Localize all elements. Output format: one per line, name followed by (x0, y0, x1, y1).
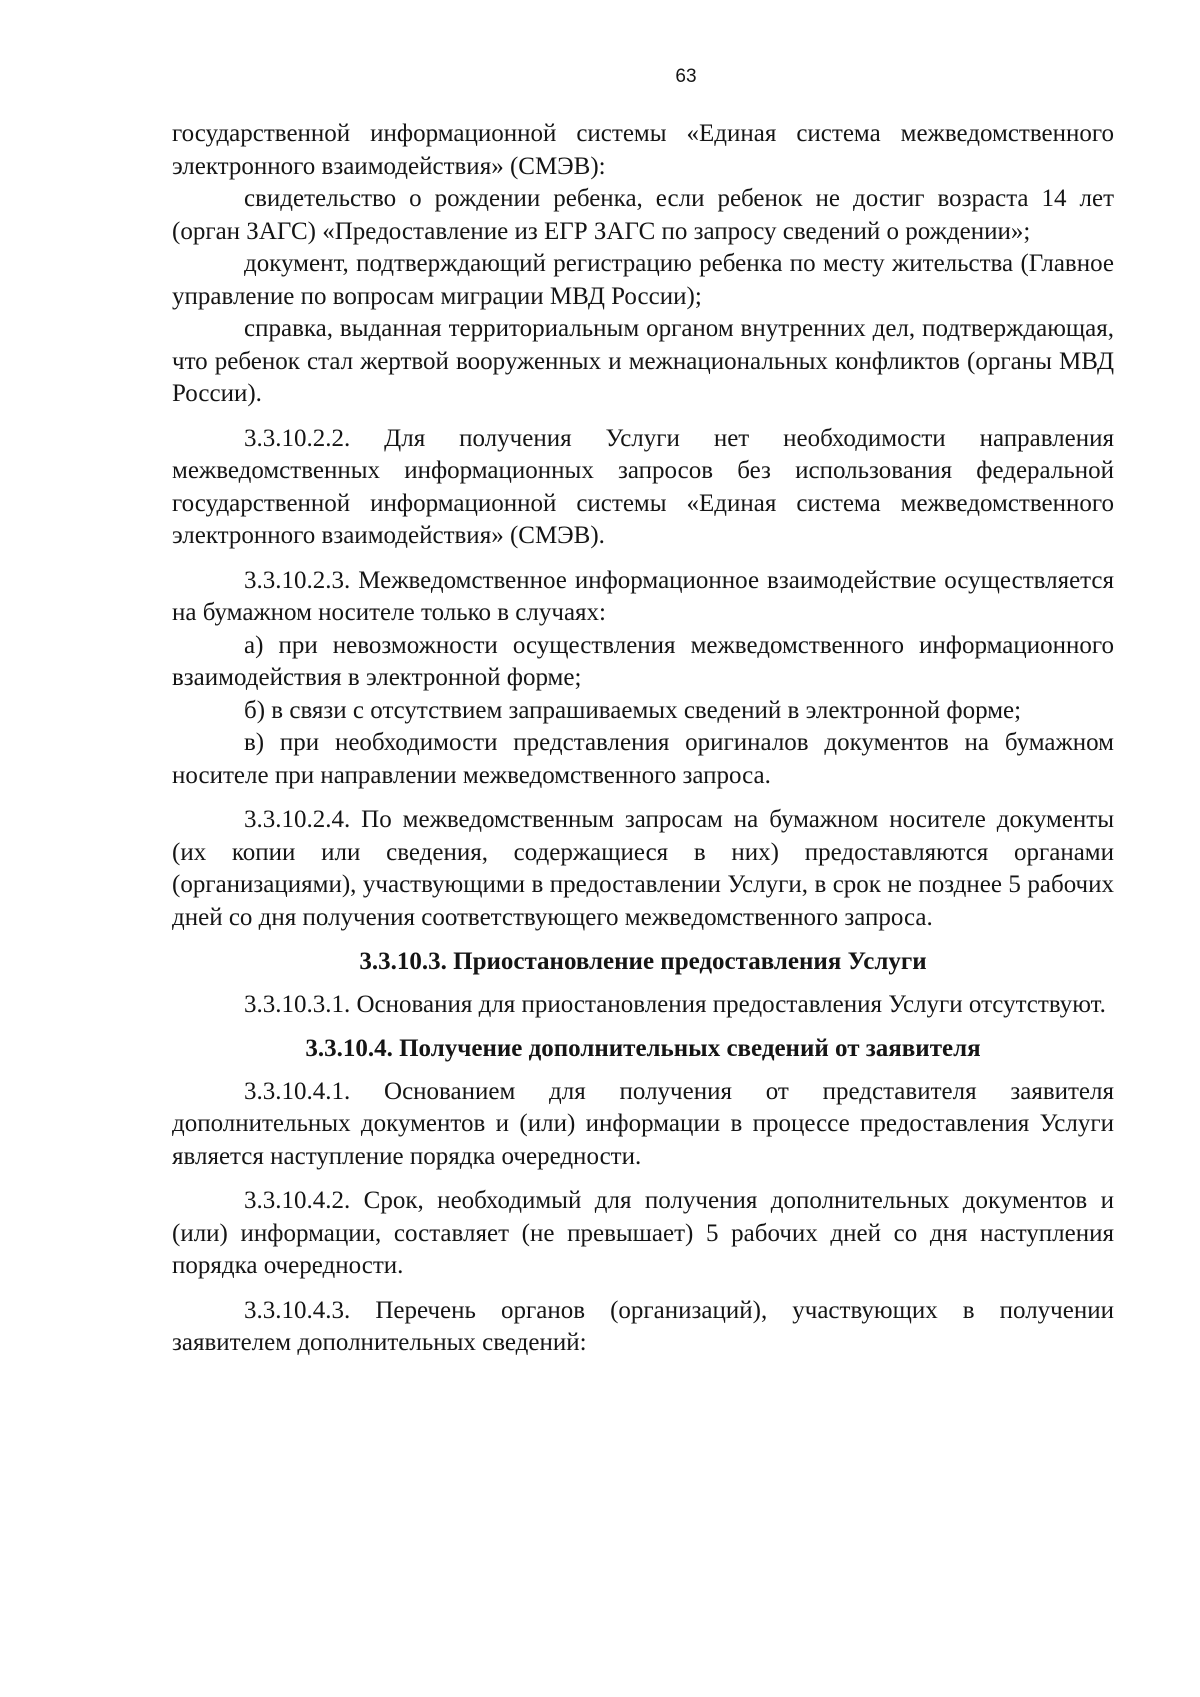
paragraph-3-3-10-4-1: 3.3.10.4.1. Основанием для получения от представителя заявителя дополнительных документов и (или) информации в процессе предоставления Услуги является наступление порядка очередности. (172, 1077, 1114, 1170)
paragraph-registration-document: документ, подтверждающий регистрацию ребенка по месту жительства (Главное управление по вопросам миграции МВД России); (172, 250, 1114, 310)
paragraph-3-3-10-3-1: 3.3.10.3.1. Основания для приостановления предоставления Услуги отсутствуют. (244, 990, 1106, 1018)
page-number: 63 (675, 66, 697, 87)
paragraph-3-3-10-2-2: 3.3.10.2.2. Для получения Услуги нет необходимости направления межведомственных информационных запросов без использования федеральной государственной информационной системы «Единая система межведомственного электронного взаимодействия» (СМЭВ). (172, 424, 1114, 549)
paragraph-item-b: б) в связи с отсутствием запрашиваемых сведений в электронной форме; (244, 696, 1022, 724)
section-heading-3-3-10-3: 3.3.10.3. Приостановление предоставления Услуги (359, 948, 927, 975)
section-heading-3-3-10-4: 3.3.10.4. Получение дополнительных сведений от заявителя (305, 1035, 981, 1062)
paragraph-birth-certificate: свидетельство о рождении ребенка, если ребенок не достиг возраста 14 лет (орган ЗАГС) «Предоставление из ЕГР ЗАГС по запросу сведений о рождении»; (172, 185, 1114, 245)
paragraph-smev-continuation: государственной информационной системы «Единая система межведомственного электронного взаимодействия» (СМЭВ): (172, 120, 1114, 180)
paragraph-3-3-10-4-3: 3.3.10.4.3. Перечень органов (организаций), участвующих в получении заявителем дополнительных сведений: (172, 1296, 1114, 1356)
paragraph-item-v: в) при необходимости представления оригиналов документов на бумажном носителе при направлении межведомственного запроса. (172, 729, 1114, 789)
paragraph-item-a: а) при невозможности осуществления межведомственного информационного взаимодействия в электронной форме; (172, 631, 1114, 691)
paragraph-3-3-10-4-2: 3.3.10.4.2. Срок, необходимый для получения дополнительных документов и (или) информации, составляет (не превышает) 5 рабочих дней со дня наступления порядка очередности. (172, 1187, 1114, 1279)
paragraph-3-3-10-2-3: 3.3.10.2.3. Межведомственное информационное взаимодействие осуществляется на бумажном носителе только в случаях: (172, 566, 1114, 626)
paragraph-3-3-10-2-4: 3.3.10.2.4. По межведомственным запросам на бумажном носителе документы (их копии или сведения, содержащиеся в них) предоставляются органами (организациями), участвующими в предоставлении Услуги, в срок не позднее 5 рабочих дней со дня получения соответствующего межведомственного запроса. (172, 806, 1114, 931)
paragraph-police-certificate: справка, выданная территориальным органом внутренних дел, подтверждающая, что ребенок стал жертвой вооруженных и межнациональных конфликтов (органы МВД России). (172, 315, 1114, 407)
